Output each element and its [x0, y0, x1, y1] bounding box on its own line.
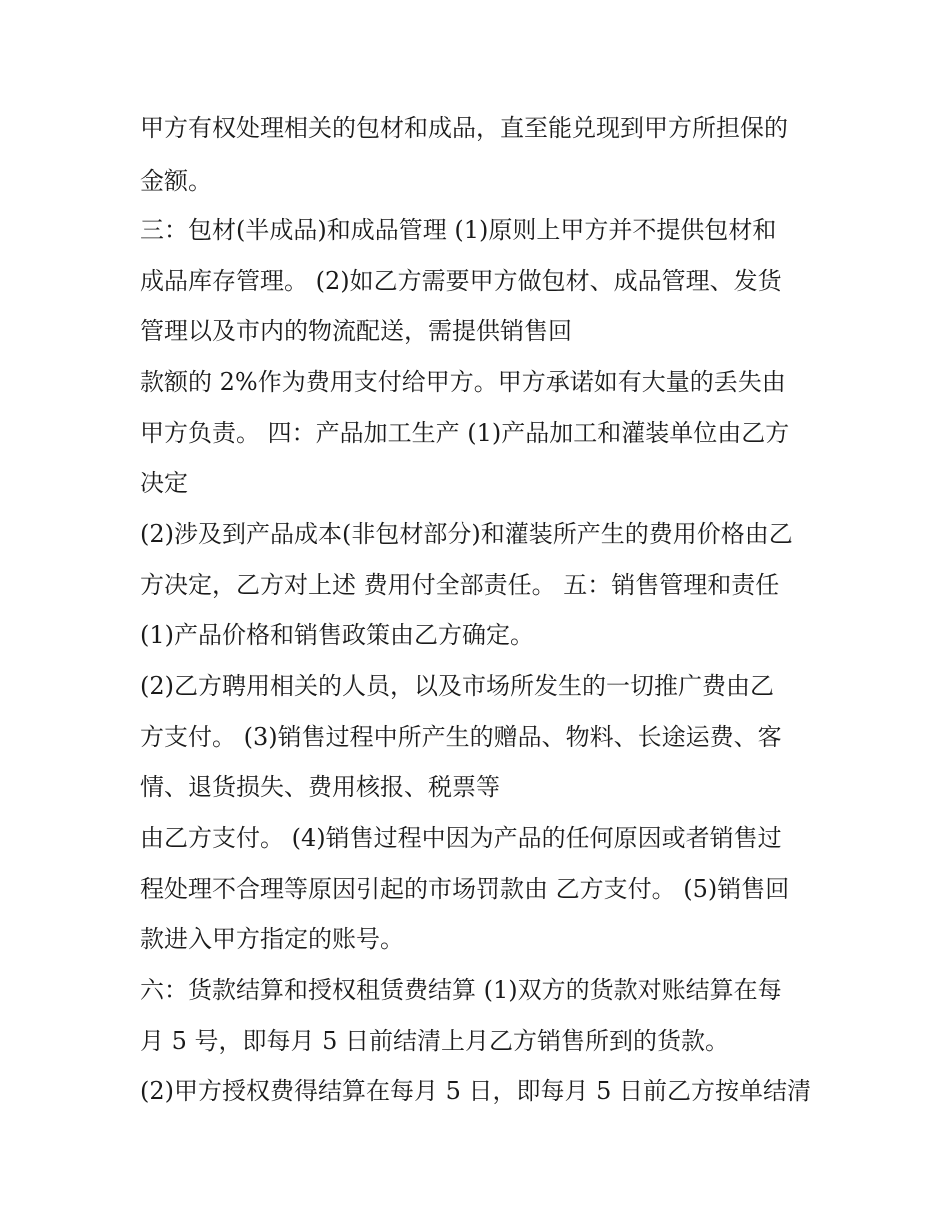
text-line: 金额。 — [140, 167, 212, 195]
text-line: (2)乙方聘用相关的人员，以及市场所发生的一切推广费由乙 — [140, 672, 774, 700]
text-line: 款进入甲方指定的账号。 — [140, 925, 404, 953]
text-line: 程处理不合理等原因引起的市场罚款由 乙方支付。 (5)销售回 — [140, 875, 790, 903]
text-line: 由乙方支付。 (4)销售过程中因为产品的任何原因或者销售过 — [140, 824, 782, 852]
text-line: 方支付。 (3)销售过程中所产生的赠品、物料、长途运费、客 — [140, 723, 782, 751]
text-line: (1)产品价格和销售政策由乙方确定。 — [140, 621, 534, 649]
text-line: 方决定，乙方对上述 费用付全部责任。 五：销售管理和责任 — [140, 571, 780, 599]
text-line: 情、退货损失、费用核报、税票等 — [140, 773, 500, 801]
text-line: (2)涉及到产品成本(非包材部分)和灌装所产生的费用价格由乙 — [140, 520, 793, 548]
text-line: 三：包材(半成品)和成品管理 (1)原则上甲方并不提供包材和 — [140, 216, 777, 244]
text-line: 六：货款结算和授权租赁费结算 (1)双方的货款对账结算在每 — [140, 976, 782, 1004]
text-line: 甲方负责。 四：产品加工生产 (1)产品加工和灌装单位由乙方 — [140, 419, 790, 447]
text-line: 成品库存管理。 (2)如乙方需要甲方做包材、成品管理、发货 — [140, 267, 782, 295]
text-line: 月 5 号，即每月 5 日前结清上月乙方销售所到的货款。 — [140, 1027, 730, 1055]
text-line: 管理以及市内的物流配送，需提供销售回 — [140, 317, 572, 345]
text-line: 甲方有权处理相关的包材和成品，直至能兑现到甲方所担保的 — [140, 114, 788, 142]
text-line: 决定 — [140, 469, 188, 497]
text-line: (2)甲方授权费得结算在每月 5 日，即每月 5 日前乙方按单结清 — [140, 1077, 812, 1105]
text-line: 款额的 2%作为费用支付给甲方。甲方承诺如有大量的丢失由 — [140, 368, 786, 396]
